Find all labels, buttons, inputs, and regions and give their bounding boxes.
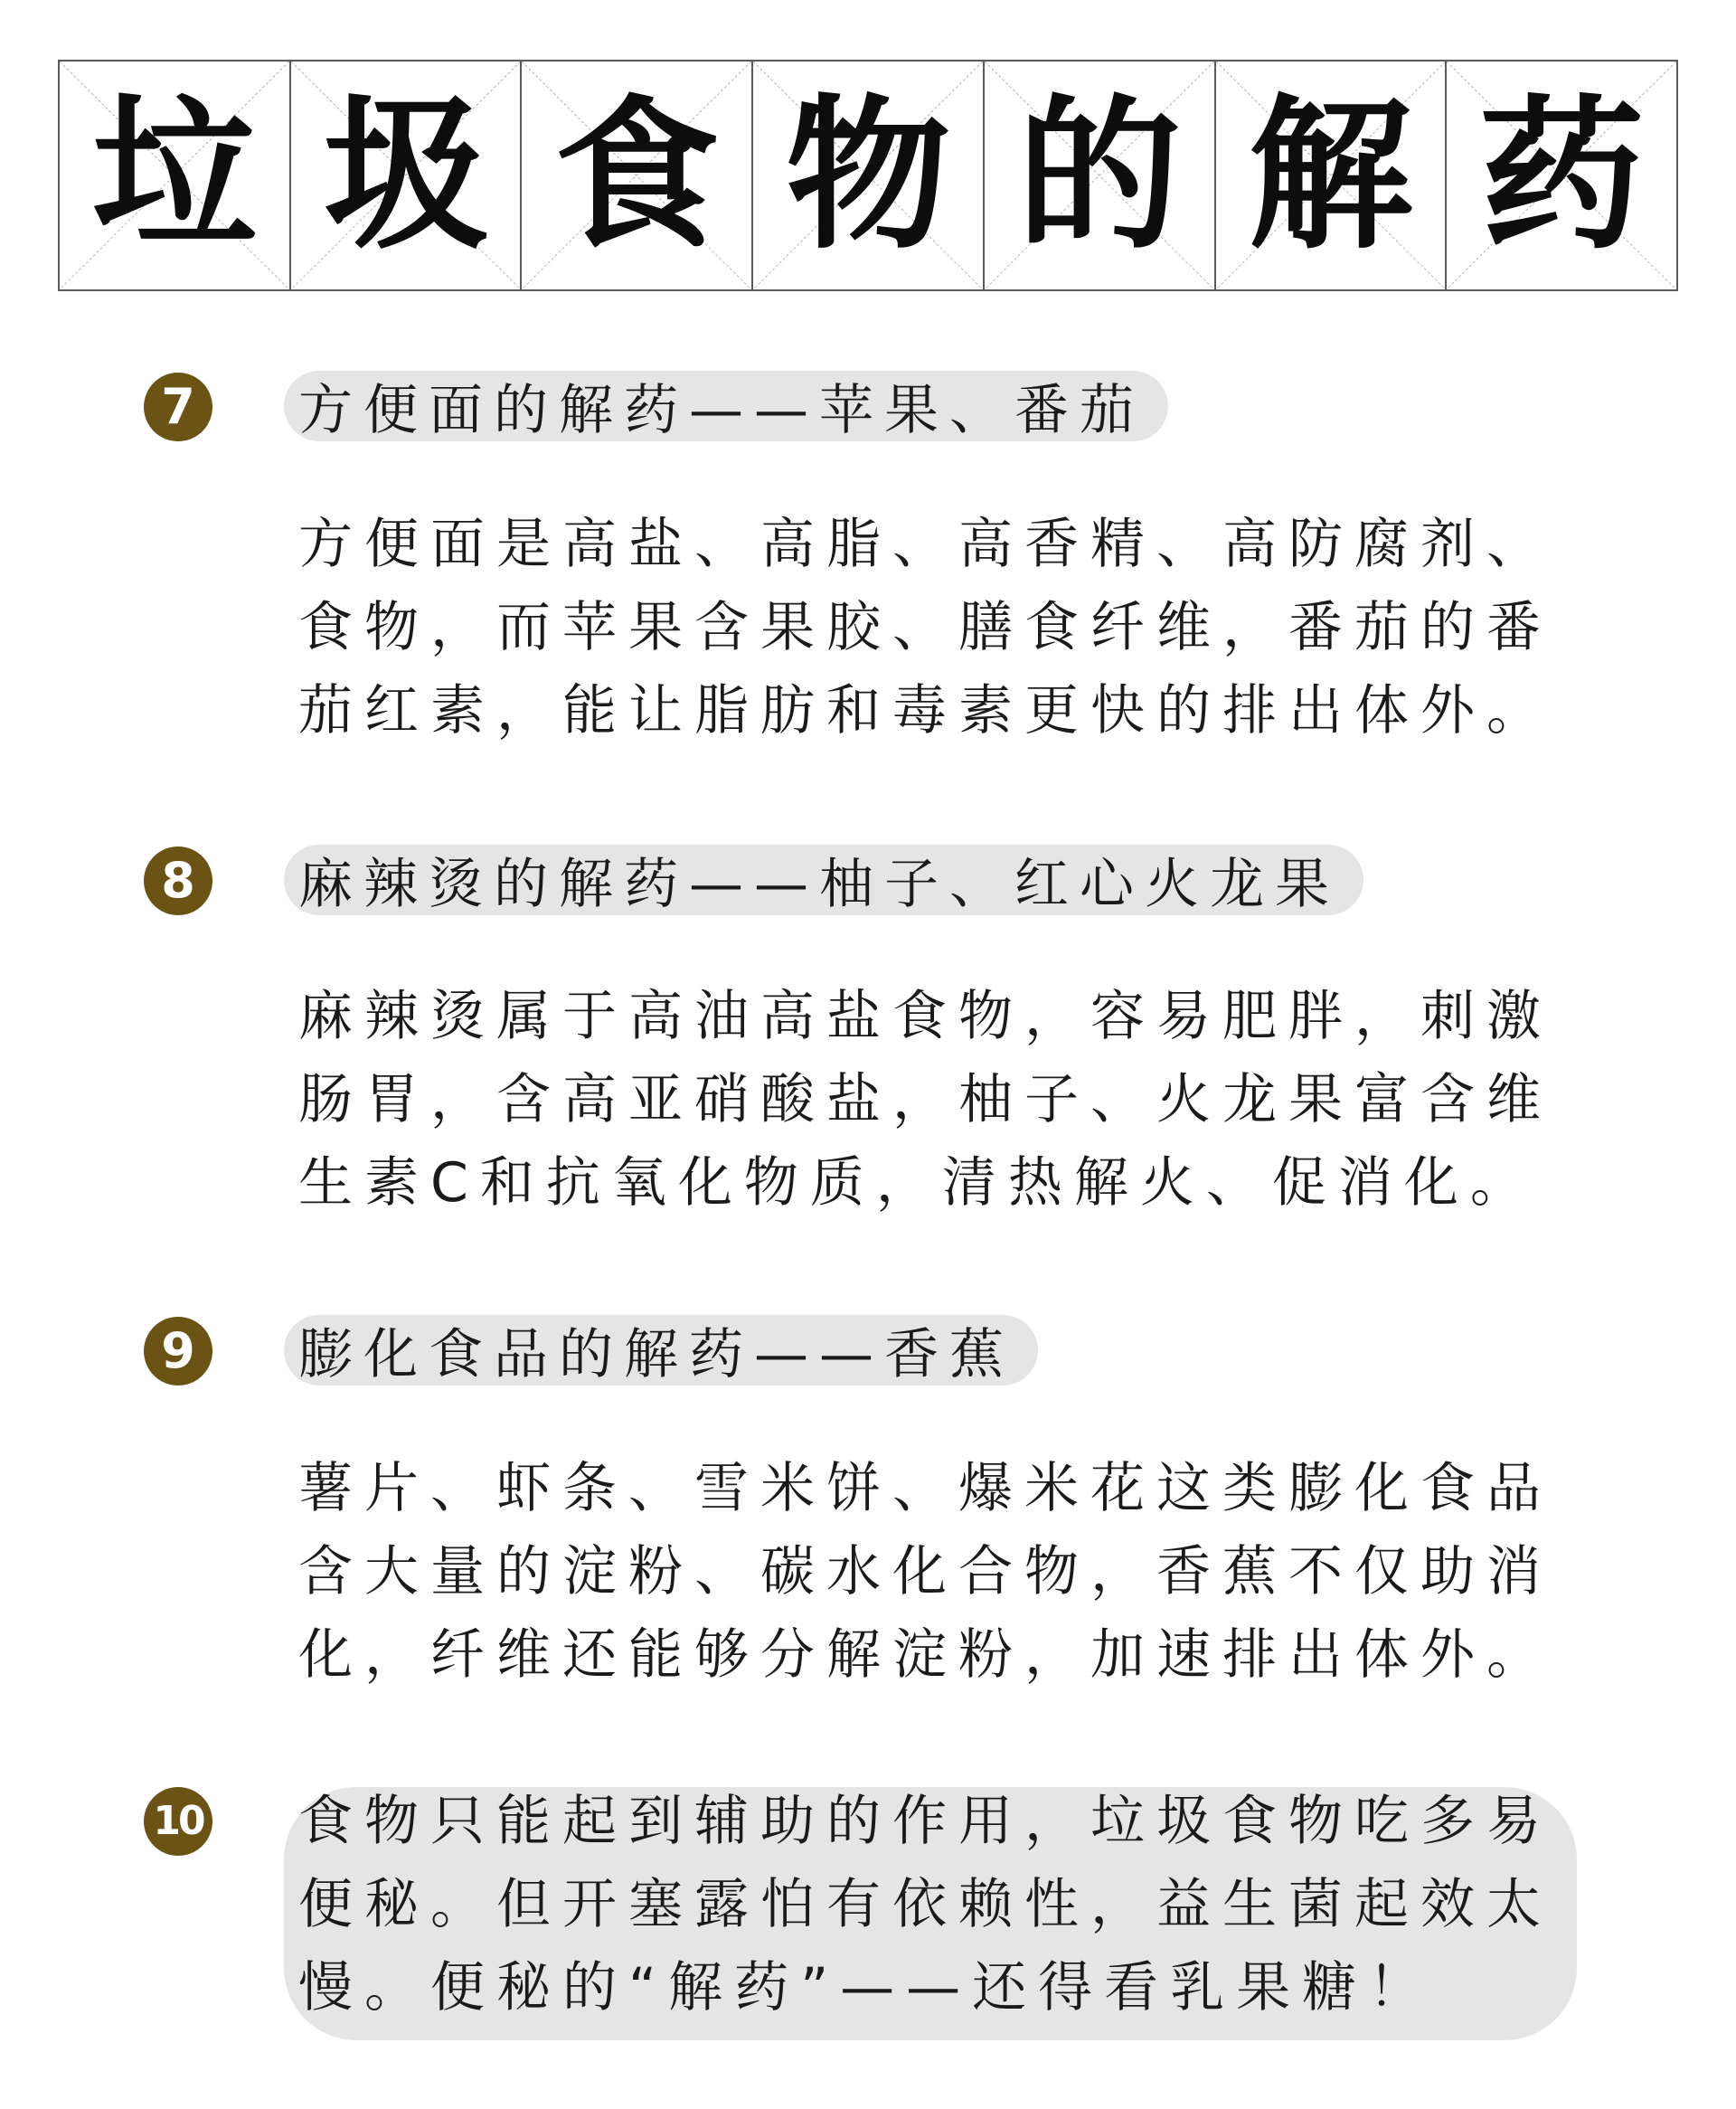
body-line: 麻辣烫属于高油高盐食物，容易肥胖，刺激 (298, 985, 1552, 1048)
body-line: 茄红素，能让脂肪和毒素更快的排出体外。 (298, 679, 1552, 742)
title-char: 食 (554, 80, 720, 271)
title-char: 垃 (91, 80, 257, 271)
section-9-heading: 膨化食品的解药——香蕉 (284, 1315, 1038, 1386)
section-7-body (298, 503, 1555, 752)
section-9-number-badge: 9 (144, 1317, 212, 1386)
body-line: 薯片、虾条、雪米饼、爆米花这类膨化食品 (298, 1457, 1552, 1520)
body-line: 食物，而苹果含果胶、膳食纤维，番茄的番 (298, 596, 1552, 659)
title-cell (751, 61, 983, 289)
section-8-body (298, 975, 1555, 1225)
section-7-number-badge: 7 (144, 373, 212, 441)
body-line: 肠胃，含高亚硝酸盐，柚子、火龙果富含维 (298, 1068, 1552, 1131)
title-char: 的 (1016, 80, 1182, 271)
section-10-body (298, 1780, 1577, 2029)
body-line: 慢。便秘的“解药”——还得看乳果糖！ (298, 1956, 1435, 2019)
title-cell (983, 61, 1214, 289)
title-char: 物 (786, 80, 951, 271)
body-line: 含大量的淀粉、碳水化合物，香蕉不仅助消 (298, 1540, 1552, 1603)
section-8-heading: 麻辣烫的解药——柚子、红心火龙果 (284, 845, 1363, 915)
title-char: 圾 (323, 80, 488, 271)
title-cell (289, 61, 521, 289)
body-line: 生素C和抗氧化物质，清热解火、促消化。 (298, 1151, 1536, 1215)
title-cell (60, 61, 289, 289)
title-cell (1445, 61, 1676, 289)
title-cell (1214, 61, 1446, 289)
body-line: 化，纤维还能够分解淀粉，加速排出体外。 (298, 1623, 1552, 1687)
section-7-heading: 方便面的解药——苹果、番茄 (284, 371, 1168, 441)
body-line: 便秘。但开塞露怕有依赖性，益生菌起效太 (298, 1873, 1552, 1936)
body-line: 食物只能起到辅助的作用，垃圾食物吃多易 (298, 1790, 1552, 1853)
title-grid (58, 60, 1678, 291)
section-10-number-badge: 10 (144, 1787, 212, 1856)
title-char: 药 (1479, 80, 1645, 271)
section-10-highlight-block (284, 1787, 1577, 2040)
section-9-body (298, 1447, 1555, 1697)
title-char: 解 (1248, 80, 1413, 271)
title-cell (520, 61, 751, 289)
section-8-number-badge: 8 (144, 846, 212, 915)
body-line: 方便面是高盐、高脂、高香精、高防腐剂、 (298, 513, 1552, 576)
